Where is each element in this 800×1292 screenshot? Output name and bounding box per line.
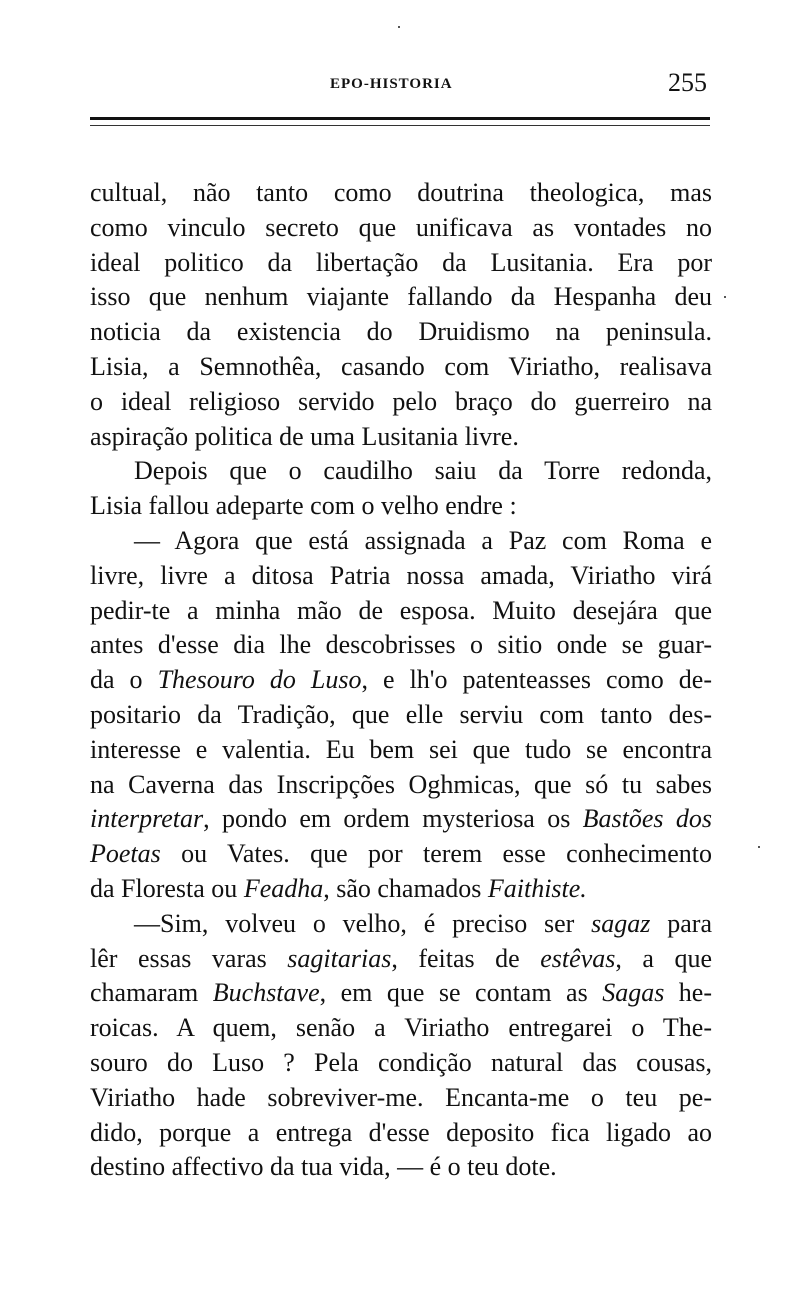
text-line: — Agora que está assignada a Paz com Roma e [134, 525, 712, 555]
italic-term: interpretar [90, 804, 204, 834]
text-run: , feitas de [391, 943, 541, 973]
text-line: ideal politico da libertação da Lusitania. Era por [90, 247, 712, 277]
text-run: , e lh'o patenteasses como de- [361, 665, 712, 695]
text-line: Depois que o caudilho saiu da Torre redonda, [134, 456, 712, 486]
text-line-mixed [90, 802, 712, 837]
running-head: EPO-HISTORIA [330, 76, 453, 92]
text-line: como vinculo secreto que unificava as vontades no [90, 212, 712, 242]
italic-term: Bastões dos [582, 804, 712, 834]
italic-term: Poetas [90, 839, 161, 869]
text-line: roicas. A quem, senão a Viriatho entregarei o The- [90, 1013, 712, 1043]
text-run: —Sim, volveu o velho, é preciso ser [134, 908, 592, 938]
header-rule-thin [90, 125, 710, 126]
text-line-mixed [90, 907, 712, 942]
italic-term: Sagas [602, 978, 665, 1008]
text-run: , pondo em ordem mysteriosa os [203, 804, 583, 834]
italic-term: Buchstave [212, 978, 320, 1008]
italic-term: sagaz [591, 908, 651, 938]
italic-term: Feadha [243, 873, 324, 903]
italic-title: Thesouro do Luso [157, 665, 362, 695]
text-run: lêr essas varas [90, 943, 288, 973]
text-line: na Caverna das Inscripções Oghmicas, que só tu sabes [90, 769, 712, 799]
text-run: , são chamados [323, 873, 488, 903]
text-run: , a que [615, 943, 712, 973]
body-text [90, 176, 712, 1185]
italic-term: Faithiste. [487, 873, 587, 903]
text-line: aspiração politica de uma Lusitania livre. [90, 421, 519, 451]
text-line-mixed [90, 942, 712, 977]
text-line-mixed [90, 976, 712, 1011]
text-line: cultual, não tanto como doutrina theologica, mas [90, 178, 712, 207]
text-line: dido, porque a entrega d'esse deposito fica ligado ao [90, 1117, 712, 1147]
text-run: chamaram [90, 978, 213, 1008]
header-rule-thick [90, 117, 710, 120]
text-line: o ideal religioso servido pelo braço do guerreiro na [90, 386, 712, 416]
text-line: noticia da existencia do Druidismo na peninsula. [90, 317, 712, 347]
scan-speck [724, 296, 726, 298]
scan-speck [398, 26, 400, 28]
text-line: Viriatho hade sobreviver-me. Encanta-me o teu pe- [90, 1082, 712, 1112]
text-line: souro do Luso ? Pela condição natural das cousas, [90, 1047, 712, 1077]
text-line: livre, livre a ditosa Patria nossa amada, Viriatho virá [90, 560, 712, 590]
text-run: he- [664, 978, 712, 1008]
text-line: isso que nenhum viajante fallando da Hespanha deu [90, 282, 712, 312]
italic-term: estêvas [540, 943, 616, 973]
text-run: da o [90, 665, 158, 695]
text-run: , em que se contam as [319, 978, 603, 1008]
text-line: destino affectivo da tua vida, — é o teu dote. [90, 1152, 557, 1182]
text-run: da Floresta ou [90, 873, 244, 903]
italic-term: sagitarias [287, 943, 392, 973]
text-line-mixed [90, 872, 712, 907]
text-line: pedir-te a minha mão de esposa. Muito desejára que [90, 595, 712, 625]
text-line: antes d'esse dia lhe descobrisses o sitio onde se guar- [90, 630, 712, 660]
scan-speck [758, 846, 760, 848]
text-line-mixed [90, 837, 712, 872]
text-line: Lisia fallou adeparte com o velho endre : [90, 491, 517, 521]
text-line: interesse e valentia. Eu bem sei que tudo se encontra [90, 734, 712, 764]
page-number: 255 [668, 68, 707, 97]
text-line: Lisia, a Semnothêa, casando com Viriatho, realisava [90, 351, 712, 381]
text-run: para [650, 908, 712, 938]
text-line: positario da Tradição, que elle serviu com tanto des- [90, 699, 712, 729]
text-run: ou Vates. que por terem esse conhecimento [160, 839, 712, 869]
text-line-mixed [90, 663, 712, 698]
